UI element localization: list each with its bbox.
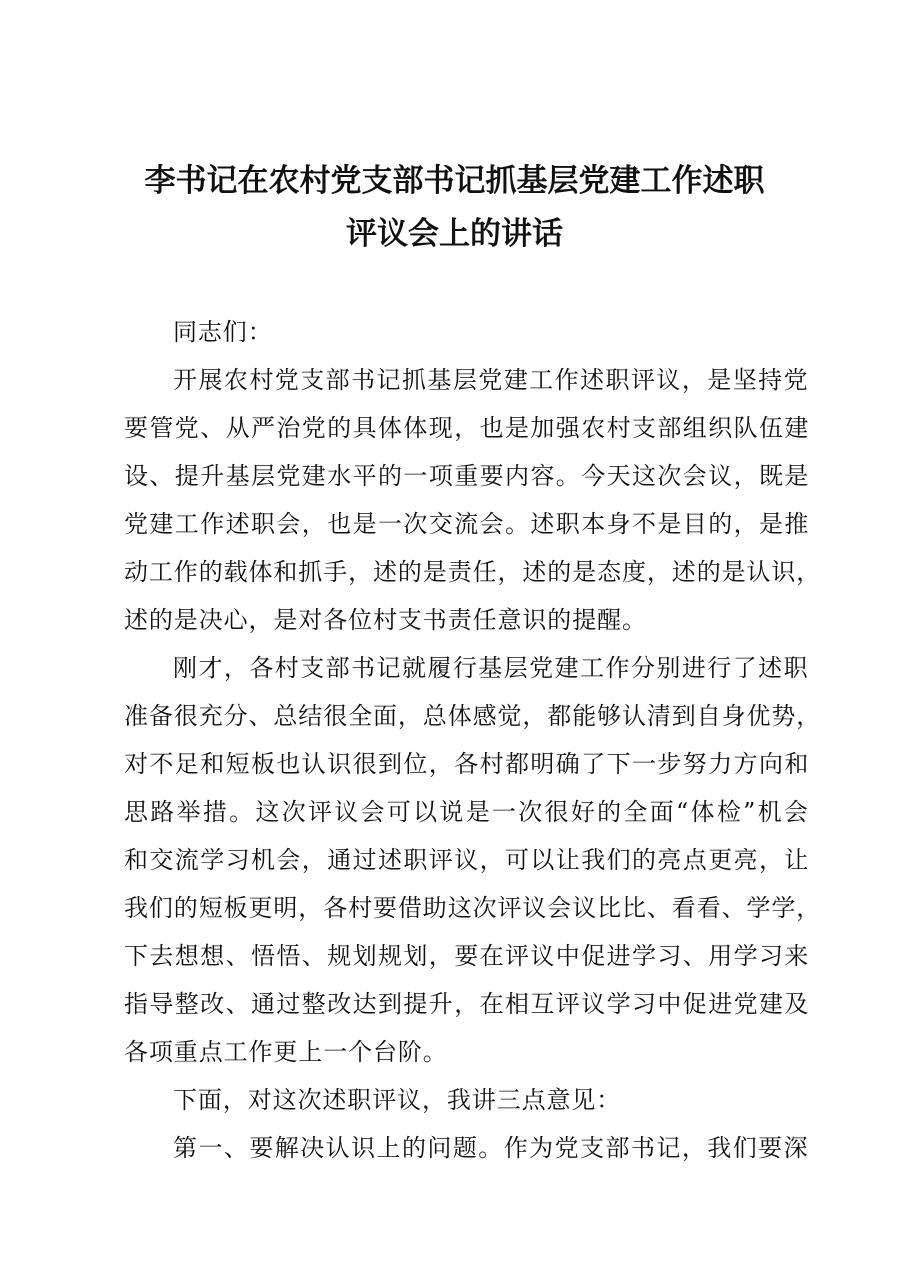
text-line: 述的是决心，是对各位村支书责任意识的提醒。: [124, 606, 647, 634]
text-line-salutation: 同志们：: [173, 318, 273, 346]
text-line: 思路举措。这次评议会可以说是一次很好的全面“体检”机会: [124, 798, 811, 826]
text-line: 党建工作述职会，也是一次交流会。述职本身不是目的，是推: [124, 510, 810, 538]
text-line: 要管党、从严治党的具体体现，也是加强农村支部组织队伍建: [124, 414, 810, 442]
text-line: 对不足和短板也认识很到位，各村都明确了下一步努力方向和: [124, 750, 810, 778]
text-line: 各项重点工作更上一个台阶。: [124, 1038, 448, 1066]
text-line: 和交流学习机会，通过述职评议，可以让我们的亮点更亮，让: [124, 846, 810, 874]
document-title-line-1: 李书记在农村党支部书记抓基层党建工作述职: [144, 163, 765, 199]
text-line: 指导整改、通过整改达到提升，在相互评议学习中促进党建及: [124, 990, 810, 1018]
text-line: 下面，对这次述职评议，我讲三点意见：: [173, 1086, 622, 1114]
text-line: 准备很充分、总结很全面，总体感觉，都能够认清到自身优势，: [124, 702, 822, 730]
document-title-line-2: 评议会上的讲话: [346, 216, 563, 252]
text-line: 开展农村党支部书记抓基层党建工作述职评议，是坚持党: [173, 366, 810, 394]
text-line: 我们的短板更明，各村要借助这次评议会议比比、看看、学学，: [124, 894, 822, 922]
text-line: 下去想想、悟悟、规划规划，要在评议中促进学习、用学习来: [124, 942, 810, 970]
text-line: 动工作的载体和抓手，述的是责任，述的是态度，述的是认识，: [124, 558, 822, 586]
text-line: 第一、要解决认识上的问题。作为党支部书记，我们要深: [173, 1134, 810, 1162]
text-line: 设、提升基层党建水平的一项重要内容。今天这次会议，既是: [124, 462, 810, 490]
text-line: 刚才，各村支部书记就履行基层党建工作分别进行了述职: [173, 654, 810, 682]
